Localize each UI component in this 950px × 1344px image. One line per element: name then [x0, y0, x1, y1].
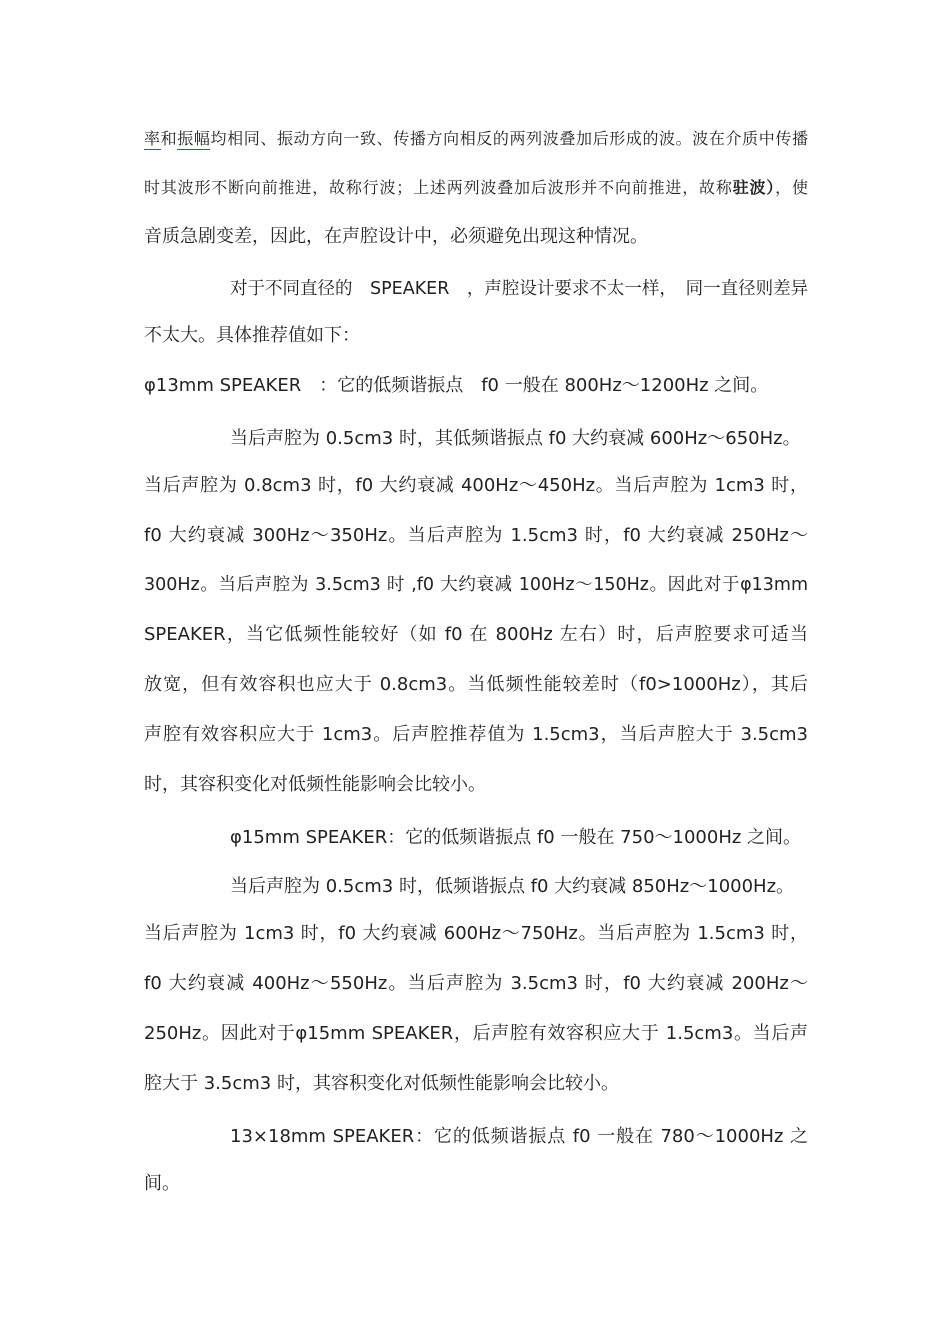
paragraph-line-16: 当后声腔为 0.5cm3 时，低频谐振点 f0 大约衰减 850Hz～1000Hz。 [230, 876, 795, 897]
paragraph-line-15: φ15mm SPEAKER：它的低频谐振点 f0 一般在 750～1000Hz 之间。 [230, 827, 802, 848]
paragraph-line-17: 当后声腔为 1cm3 时，f0 大约衰减 600Hz～750Hz。当后声腔为 1.5cm3 时， [144, 923, 808, 944]
paragraph-line-20: 腔大于 3.5cm3 时，其容积变化对低频性能影响会比较小。 [144, 1073, 619, 1094]
paragraph-line-21: 13×18mm SPEAKER：它的低频谐振点 f0 一般在 780～1000Hz 之 [230, 1126, 808, 1147]
paragraph-line-10: 300Hz。当后声腔为 3.5cm3 时 ,f0 大约衰减 100Hz～150Hz。因此对于φ13mm [144, 575, 808, 595]
paragraph-line-13: 声腔有效容积应大于 1cm3。后声腔推荐值为 1.5cm3，当后声腔大于 3.5cm3 [144, 724, 808, 745]
bold-term: 驻波） [732, 178, 776, 197]
paragraph-line-8: 当后声腔为 0.8cm3 时，f0 大约衰减 400Hz～450Hz。当后声腔为 1cm3 时， [144, 475, 808, 496]
paragraph-line-9: f0 大约衰减 300Hz～350Hz。当后声腔为 1.5cm3 时，f0 大约衰减 250Hz～ [144, 525, 808, 546]
paragraph-line-2 [144, 175, 808, 201]
paragraph-line-11: SPEAKER，当它低频性能较好（如 f0 在 800Hz 左右）时，后声腔要求可适当 [144, 624, 808, 645]
paragraph-line-4: 对于不同直径的 SPEAKER ，声腔设计要求不太一样， 同一直径则差异 [230, 279, 809, 299]
underlined-term: 振幅 [177, 129, 211, 148]
text-run: 时其波形不断向前推进，故称行波；上述两列波叠加后波形并不向前推进，故称 [144, 178, 733, 197]
paragraph-line-12: 放宽，但有效容积也应大于 0.8cm3。当低频性能较差时（f0>1000Hz），其后 [144, 674, 808, 695]
paragraph-line-19: 250Hz。因此对于φ15mm SPEAKER，后声腔有效容积应大于 1.5cm3。当后声 [144, 1023, 808, 1044]
paragraph-line-22: 间。 [144, 1173, 180, 1194]
text-run: 均相同、振动方向一致、传播方向相反的两列波叠加后形成的波。波在介质中传播 [210, 129, 808, 148]
paragraph-line-7: 当后声腔为 0.5cm3 时，其低频谐振点 f0 大约衰减 600Hz～650Hz。 [230, 428, 801, 449]
text-run: ，使 [775, 178, 808, 197]
paragraph-line-14: 时，其容积变化对低频性能影响会比较小。 [144, 774, 486, 795]
paragraph-line-3: 音质急剧变差，因此，在声腔设计中，必须避免出现这种情况。 [144, 226, 648, 247]
paragraph-line-5: 不太大。具体推荐值如下： [144, 325, 360, 346]
paragraph-line-1 [144, 126, 808, 152]
text-run: 和 [160, 129, 178, 148]
paragraph-line-18: f0 大约衰减 400Hz～550Hz。当后声腔为 3.5cm3 时，f0 大约衰减 200Hz～ [144, 973, 808, 994]
underlined-term: 率 [144, 129, 161, 148]
paragraph-line-6: φ13mm SPEAKER ：它的低频谐振点 f0 一般在 800Hz～1200Hz 之间。 [144, 375, 769, 396]
